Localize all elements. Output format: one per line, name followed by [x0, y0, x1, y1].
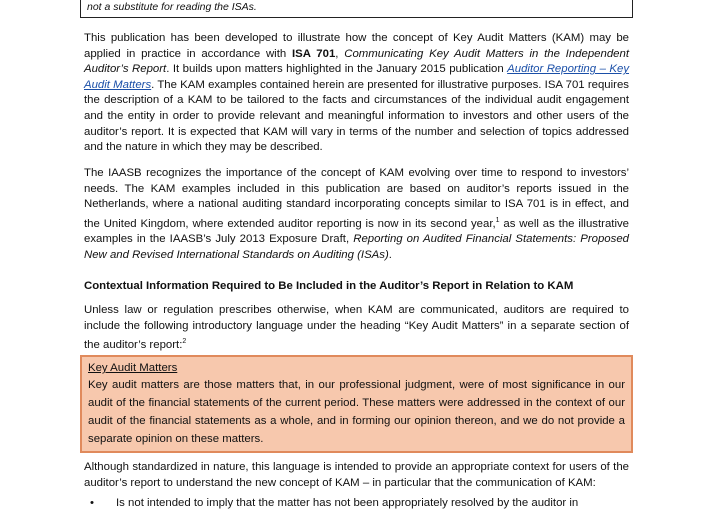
isa-701-ref: ISA 701 — [291, 47, 336, 60]
footnote-ref-2[interactable]: 2 — [182, 338, 187, 346]
disclaimer-box — [80, 0, 633, 18]
kam-callout-box — [80, 355, 633, 453]
bullet-icon: • — [90, 497, 94, 509]
requirement-text: Unless law or regulation prescribes otherwise, when KAM are communicated, auditors are required to include the following introductory language under the heading “Key Audit Matters” in a separate section of the auditor’s report: — [84, 304, 629, 351]
exposure-draft-title: Reporting on Audited Financial Statements: Proposed New and Revised International Standards on Auditing (ISAs) — [84, 233, 629, 261]
kam-box-text: Key audit matters are those matters that, in our professional judgment, were of most significance in our audit of the financial statements of the current period. These matters were addressed in the context of our audit of the financial statements as a whole, and in forming our opinion thereon, and we do not provide a separate opinion on these matters. — [88, 379, 625, 445]
requirement-paragraph — [84, 303, 629, 354]
footnote-ref-1[interactable]: 1 — [495, 216, 500, 224]
intro-paragraph — [84, 31, 629, 156]
kam-box-title: Key Audit Matters — [88, 362, 178, 374]
section-heading: Contextual Information Required to Be Included in the Auditor’s Report in Relation to KAM — [84, 280, 574, 292]
auditor-reporting-link[interactable]: Auditor Reporting – Key Audit Matters — [84, 63, 630, 91]
intro-text-1: This publication has been developed to illustrate how the concept of Key Audit Matters (KAM) may be applied in practice in accordance with — [84, 32, 629, 60]
intro-text-4: . The KAM examples contained herein are presented for illustrative purposes. ISA 701 requires the description of a KAM to be tailored to the facts and circumstances of the individual audit engagement and the entity in order to provide relevant and meaningful information to investors and other users of the auditor’s report. It is expected that KAM will vary in terms of the number and selection of topics addressed and the nature in which they may be described. — [84, 78, 629, 154]
evolution-text-3: . — [388, 248, 392, 261]
evolution-text-1: The IAASB recognizes the importance of the concept of KAM evolving over time to respond to investors’ needs. The KAM examples included in this publication are based on auditor’s reports issued in the Netherlands, where a national auditing standard incorporating concepts similar to ISA 701 is in effect, and the United Kingdom, where extended auditor reporting is now in its second year, — [84, 167, 629, 230]
disclaimer-line-2: not a substitute for reading the ISAs. — [87, 1, 257, 13]
standardized-language-paragraph: Although standardized in nature, this language is intended to provide an appropriate context for users of the auditor’s report to understand the new concept of KAM – in particular that the communication of KAM: — [84, 461, 629, 489]
evolution-paragraph — [84, 166, 629, 263]
evolution-text-2: as well as the illustrative examples in the IAASB’s July 2013 Exposure Draft, — [84, 217, 630, 246]
intro-text-3: . It builds upon matters highlighted in the January 2015 publication — [166, 63, 508, 76]
bullet-text: Is not intended to imply that the matter has not been appropriately resolved by the auditor in — [116, 497, 579, 509]
isa-title: Communicating Key Audit Matters in the Independent Auditor’s Report — [84, 47, 630, 76]
intro-text-2: , — [335, 47, 345, 60]
